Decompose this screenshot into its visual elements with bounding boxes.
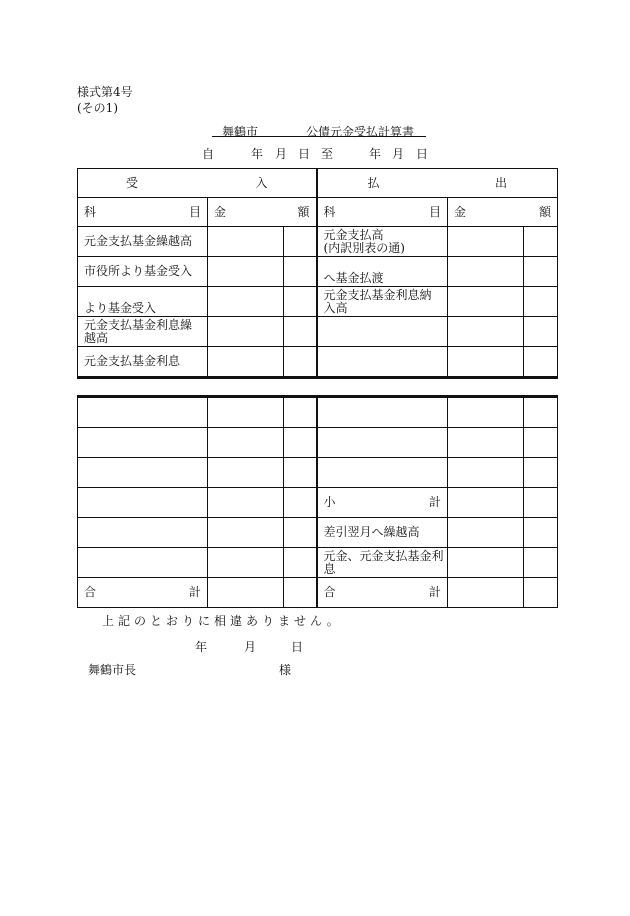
receipt-item-cell[interactable]: [78, 518, 208, 548]
closing-statement: 上記のとおりに相違ありません。: [102, 614, 343, 628]
amount-header-left: [208, 198, 317, 227]
receipt-amount-sub-cell[interactable]: [284, 227, 317, 257]
subtotal-label-cell: [317, 488, 448, 518]
amount-header-right-char-2: 額: [539, 204, 552, 219]
payment-item-cell[interactable]: [317, 287, 448, 317]
payment-item-label: 差引翌月へ繰越高: [323, 525, 420, 539]
payment-amount-sub-cell[interactable]: [524, 227, 558, 257]
payment-amount-cell[interactable]: [448, 397, 524, 428]
addressee-mayor: 舞鶴市長: [88, 663, 137, 677]
receipt-amount-cell[interactable]: [208, 488, 284, 518]
payment-item-cell[interactable]: [317, 548, 448, 578]
payments-header: [317, 169, 558, 198]
item-header-left: [78, 198, 208, 227]
receipt-amount-sub-cell[interactable]: [284, 347, 317, 378]
receipt-item-cell[interactable]: [78, 317, 208, 347]
receipt-item-label: 元金支払基金利息: [84, 354, 181, 368]
ledger-table-top: [77, 168, 558, 379]
period-to: 至: [321, 147, 334, 161]
title-underline: [212, 136, 426, 137]
period-year-2: 年: [369, 147, 382, 161]
receipt-amount-cell[interactable]: [208, 347, 284, 378]
receipt-amount-cell[interactable]: [208, 548, 284, 578]
payment-item-cell[interactable]: [317, 397, 448, 428]
payment-amount-cell[interactable]: [448, 458, 524, 488]
receipt-amount-cell[interactable]: [208, 317, 284, 347]
receipt-amount-cell[interactable]: [208, 257, 284, 287]
amount-header-right: [448, 198, 558, 227]
total-label-left: [78, 578, 208, 608]
subtotal-amount-cell[interactable]: [448, 488, 524, 518]
total-label-left-char-2: 計: [188, 585, 201, 599]
receipt-item-cell[interactable]: [78, 488, 208, 518]
payment-item-label: 元金支払高 (内訳別表の通): [323, 227, 405, 255]
receipt-item-cell[interactable]: [78, 548, 208, 578]
receipts-header-char-1: 受: [126, 175, 139, 190]
receipt-amount-sub-cell[interactable]: [284, 548, 317, 578]
receipt-amount-sub-cell[interactable]: [284, 287, 317, 317]
date-year: 年: [195, 640, 208, 654]
table-row: [78, 397, 558, 428]
header-row-columns: [78, 198, 558, 227]
payment-item-cell[interactable]: [317, 458, 448, 488]
table-row: [78, 428, 558, 458]
receipt-item-label: 元金支払基金繰越高: [84, 234, 193, 248]
amount-header-left-char-2: 額: [297, 204, 310, 219]
receipt-item-cell[interactable]: [78, 458, 208, 488]
receipt-amount-cell[interactable]: [208, 458, 284, 488]
receipt-amount-sub-cell[interactable]: [284, 428, 317, 458]
total-row: [78, 578, 558, 608]
receipt-item-label: 元金支払基金利息繰 越高: [84, 317, 193, 345]
payment-amount-sub-cell[interactable]: [524, 347, 558, 378]
receipt-item-cell[interactable]: [78, 428, 208, 458]
header-row-group: [78, 169, 558, 198]
table-row: [78, 518, 558, 548]
payment-amount-sub-cell[interactable]: [524, 518, 558, 548]
period-month-2: 月: [392, 147, 405, 161]
payment-item-cell[interactable]: [317, 257, 448, 287]
receipt-amount-sub-cell[interactable]: [284, 317, 317, 347]
item-header-left-char-1: 科: [84, 204, 97, 219]
payment-amount-sub-cell[interactable]: [524, 548, 558, 578]
receipt-amount-sub-cell[interactable]: [284, 518, 317, 548]
payment-amount-cell[interactable]: [448, 548, 524, 578]
payment-amount-cell[interactable]: [448, 428, 524, 458]
payments-header-char-1: 払: [367, 175, 380, 190]
item-header-right-char-2: 目: [429, 204, 442, 219]
payment-item-cell[interactable]: [317, 518, 448, 548]
payment-amount-cell[interactable]: [448, 317, 524, 347]
receipt-amount-cell[interactable]: [208, 227, 284, 257]
total-payment-amount-sub-cell[interactable]: [524, 578, 558, 608]
payment-amount-cell[interactable]: [448, 518, 524, 548]
form-subnumber: (その1): [77, 101, 118, 115]
total-label-right-char-2: 計: [428, 585, 441, 599]
period-year-1: 年: [251, 147, 264, 161]
title-city: 舞鶴市: [222, 125, 259, 139]
payment-amount-sub-cell[interactable]: [524, 287, 558, 317]
receipt-item-cell[interactable]: [78, 287, 208, 317]
receipt-amount-cell[interactable]: [208, 518, 284, 548]
total-label-left-char-1: 合: [84, 585, 97, 599]
date-month: 月: [244, 640, 257, 654]
payment-amount-cell[interactable]: [448, 287, 524, 317]
receipt-item-label: より基金受入: [84, 300, 157, 315]
form-number: 様式第4号: [77, 85, 133, 99]
payment-item-label: 元金、元金支払基金利 息: [323, 548, 444, 576]
period-month-1: 月: [275, 147, 288, 161]
total-receipt-amount-sub-cell[interactable]: [284, 578, 317, 608]
payment-item-label: 元金支払基金利息納 入高: [323, 287, 432, 315]
receipt-amount-cell[interactable]: [208, 397, 284, 428]
subtotal-row: [78, 488, 558, 518]
item-header-left-char-2: 目: [188, 204, 201, 219]
period-day-2: 日: [416, 147, 429, 161]
date-day: 日: [291, 640, 304, 654]
payment-amount-sub-cell[interactable]: [524, 458, 558, 488]
receipt-item-cell[interactable]: [78, 227, 208, 257]
subtotal-label-char-1: 小: [323, 495, 336, 509]
subtotal-amount-sub-cell[interactable]: [524, 488, 558, 518]
receipt-amount-cell[interactable]: [208, 287, 284, 317]
payment-amount-sub-cell[interactable]: [524, 397, 558, 428]
payment-amount-sub-cell[interactable]: [524, 257, 558, 287]
payment-amount-sub-cell[interactable]: [524, 428, 558, 458]
receipt-amount-sub-cell[interactable]: [284, 458, 317, 488]
receipt-item-cell[interactable]: [78, 257, 208, 287]
payment-item-cell[interactable]: [317, 227, 448, 257]
payment-item-label: へ基金払渡: [323, 270, 384, 285]
receipt-item-cell[interactable]: [78, 347, 208, 378]
period-from: 自: [202, 147, 215, 161]
payment-amount-cell[interactable]: [448, 347, 524, 378]
amount-header-right-char-1: 金: [454, 204, 467, 219]
table-row: [78, 347, 558, 378]
total-receipt-amount-cell[interactable]: [208, 578, 284, 608]
addressee-honorific: 様: [279, 663, 292, 677]
total-payment-amount-cell[interactable]: [448, 578, 524, 608]
table-row: [78, 227, 558, 257]
document-title: 公債元金受払計算書: [306, 125, 415, 139]
total-label-right-char-1: 合: [323, 585, 336, 599]
payments-header-char-2: 出: [495, 175, 508, 190]
receipt-amount-sub-cell[interactable]: [284, 257, 317, 287]
receipts-header: [78, 169, 317, 198]
receipts-header-char-2: 入: [255, 175, 268, 190]
payment-item-cell[interactable]: [317, 317, 448, 347]
table-row: [78, 458, 558, 488]
table-row: [78, 287, 558, 317]
receipt-amount-cell[interactable]: [208, 428, 284, 458]
table-row: [78, 548, 558, 578]
ledger-table-bottom: [77, 395, 558, 608]
total-label-right: [317, 578, 448, 608]
receipt-amount-sub-cell[interactable]: [284, 397, 317, 428]
payment-amount-cell[interactable]: [448, 227, 524, 257]
item-header-right-char-1: 科: [323, 204, 336, 219]
table-row: [78, 317, 558, 347]
amount-header-left-char-1: 金: [214, 204, 227, 219]
payment-item-cell[interactable]: [317, 428, 448, 458]
receipt-item-label: 市役所より基金受入: [84, 264, 193, 278]
payment-amount-cell[interactable]: [448, 257, 524, 287]
payment-amount-sub-cell[interactable]: [524, 317, 558, 347]
subtotal-label-char-2: 計: [428, 495, 441, 509]
receipt-amount-sub-cell[interactable]: [284, 488, 317, 518]
receipt-item-cell[interactable]: [78, 397, 208, 428]
table-row: [78, 257, 558, 287]
payment-item-cell[interactable]: [317, 347, 448, 378]
item-header-right: [317, 198, 448, 227]
period-day-1: 日: [298, 147, 311, 161]
